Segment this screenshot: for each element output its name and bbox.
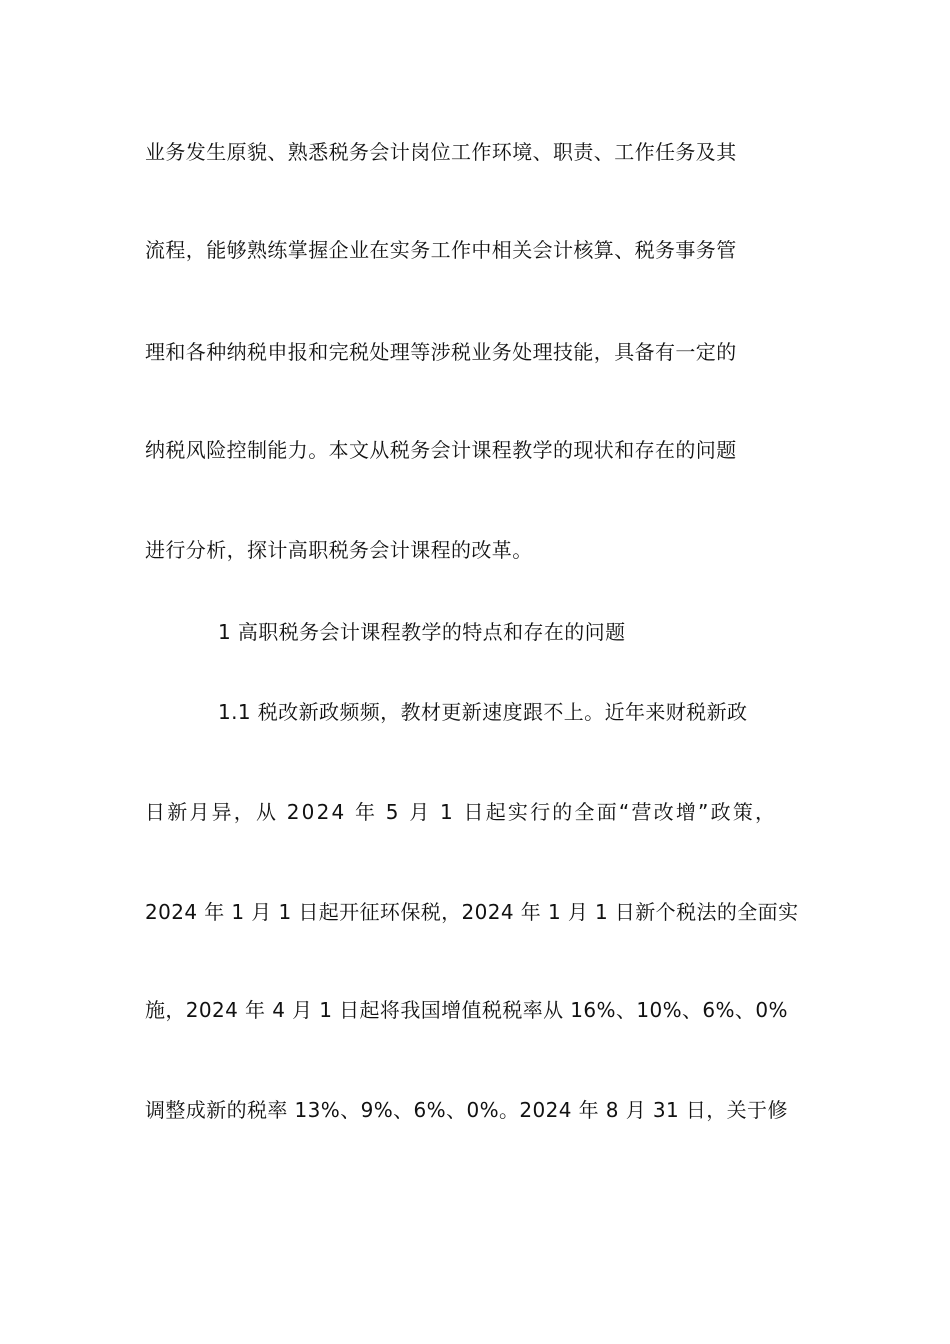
body-text-line-4: 纳税风险控制能力。本文从税务会计课程教学的现状和存在的问题: [145, 438, 737, 462]
subsection-text-line-4: 施，2024 年 4 月 1 日起将我国增值税税率从 16%、10%、6%、0%: [145, 998, 788, 1022]
subsection-text-line-5: 调整成新的税率 13%、9%、6%、0%。2024 年 8 月 31 日，关于修: [145, 1098, 788, 1122]
body-text-line-1: 业务发生原貌、熟悉税务会计岗位工作环境、职责、工作任务及其: [145, 140, 737, 164]
subsection-text-line-1: 1.1 税改新政频频，教材更新速度跟不上。近年来财税新政: [218, 700, 748, 724]
body-text-line-2: 流程，能够熟练掌握企业在实务工作中相关会计核算、税务事务管: [145, 238, 737, 262]
subsection-text-line-3: 2024 年 1 月 1 日起开征环保税，2024 年 1 月 1 日新个税法的全面实: [145, 900, 799, 924]
body-text-line-3: 理和各种纳税申报和完税处理等涉税业务处理技能，具备有一定的: [145, 340, 737, 364]
body-text-line-5: 进行分析，探计高职税务会计课程的改革。: [145, 538, 533, 562]
section-heading: 1 高职税务会计课程教学的特点和存在的问题: [218, 620, 626, 644]
subsection-text-line-2: 日新月异，从 2024 年 5 月 1 日起实行的全面“营改增”政策，: [145, 800, 778, 824]
